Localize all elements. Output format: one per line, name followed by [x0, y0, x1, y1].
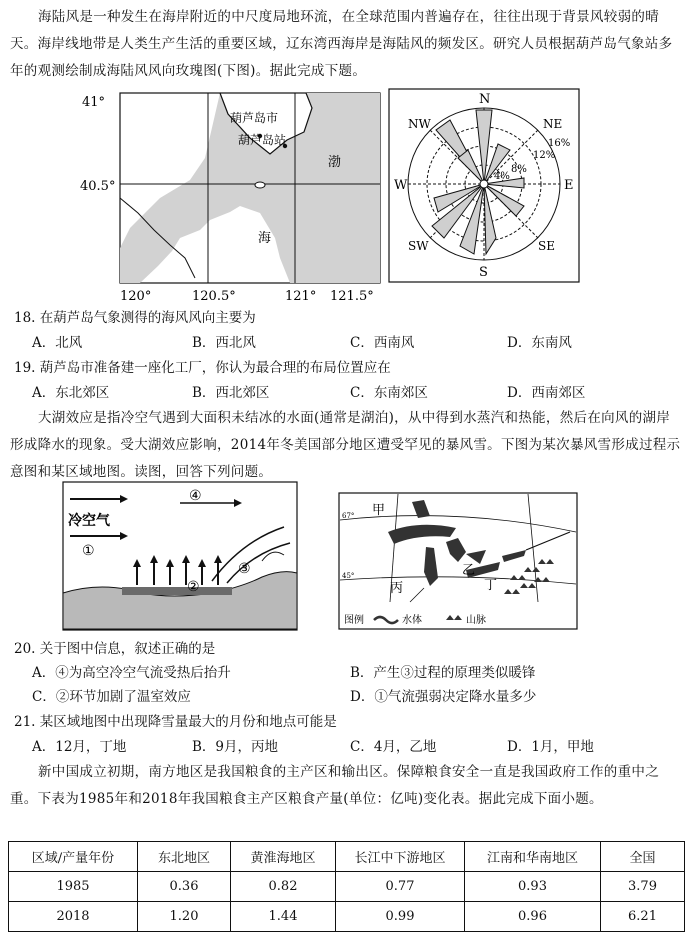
- table-cell: 0.99: [336, 902, 465, 932]
- q19-option-b[interactable]: B．西北郊区: [192, 385, 270, 401]
- table-header-cell: 全国: [601, 842, 685, 872]
- question-19: 19. 葫芦岛市准备建一座化工厂，你认为最合理的布局位置应在: [14, 360, 391, 376]
- q21-option-d[interactable]: D．1月，甲地: [507, 739, 594, 755]
- rose-sw-label: SW: [408, 239, 429, 253]
- lake-effect-diagram: [62, 481, 298, 631]
- rose-s-label: S: [479, 265, 488, 280]
- table-cell: 0.36: [138, 872, 231, 902]
- lon-121-5-label: 121.5°: [330, 289, 374, 303]
- q18-option-a[interactable]: A．北风: [32, 335, 83, 351]
- table-cell: 1.20: [138, 902, 231, 932]
- q20-option-d[interactable]: D．①气流强弱决定降水量多少: [350, 689, 537, 705]
- rose-4pct-label: 4%: [494, 171, 510, 182]
- intro-paragraph-1: 海陆风是一种发生在海岸附近的中尺度局地环流，在全球范围内普遍存在，往往出现于背景风较弱的晴天。海岸线地带是人类生产生活的重要区域，辽东湾西海岸是海陆风的频发区。研究人员根据葫芦岛气象站多年的观测绘制成海陆风风向玫瑰图(下图)。据此完成下题。: [10, 9, 673, 79]
- lat-40-5-label: 40.5°: [80, 179, 116, 194]
- rose-ne-label: NE: [543, 117, 563, 131]
- question-21: 21. 某区域地图中出现降雪量最大的月份和地点可能是: [14, 714, 337, 730]
- rose-w-label: W: [394, 178, 408, 193]
- q21-option-c[interactable]: C．4月，乙地: [350, 739, 437, 755]
- q18-option-d[interactable]: D．东南风: [507, 335, 572, 351]
- q19-option-a[interactable]: A．东北郊区: [32, 385, 110, 401]
- city-label: 葫芦岛市: [230, 111, 279, 125]
- location-jia-label: 甲: [372, 503, 386, 518]
- lon-121-label: 121°: [285, 289, 317, 303]
- rose-e-label: E: [564, 178, 574, 193]
- label-circle-2: ②: [187, 579, 200, 595]
- table-header-row: [9, 842, 685, 872]
- label-circle-1: ①: [82, 543, 95, 559]
- huludao-map: [80, 88, 390, 303]
- q21-option-a[interactable]: A．12月，丁地: [32, 739, 127, 755]
- table-row: [9, 902, 685, 932]
- location-ding-label: 丁: [484, 578, 498, 593]
- map2-lat-67-label: 67°: [342, 512, 355, 520]
- lon-120-label: 120°: [120, 289, 152, 303]
- q18-option-b[interactable]: B．西北风: [192, 335, 256, 351]
- q18-option-c[interactable]: C．西南风: [350, 335, 415, 351]
- table-row: [9, 872, 685, 902]
- legend-mountain-label: 山脉: [466, 615, 486, 626]
- table-header-cell: 区域/产量年份: [9, 842, 138, 872]
- station-label: 葫芦岛站: [238, 133, 287, 147]
- rose-nw-label: NW: [408, 117, 431, 131]
- table-cell: 0.77: [336, 872, 465, 902]
- rose-se-label: SE: [538, 239, 555, 253]
- table-header-cell: 黄淮海地区: [231, 842, 336, 872]
- great-lakes-map: [338, 492, 578, 630]
- intro-paragraph-3: 新中国成立初期，南方地区是我国粮食的主产区和输出区。保障粮食安全一直是我国政府工作的重中之重。下表为1985年和2018年我国粮食主产区粮食产量(单位：亿吨)变化表。据此完成下面小题。: [10, 764, 659, 807]
- label-circle-3: ③: [238, 561, 251, 577]
- table-header-cell: 长江中下游地区: [336, 842, 465, 872]
- question-19-options: [32, 382, 682, 404]
- table-cell: 1.44: [231, 902, 336, 932]
- q19-option-c[interactable]: C．东南郊区: [350, 385, 428, 401]
- grain-production-table: [8, 841, 685, 932]
- q19-option-d[interactable]: D．西南郊区: [507, 385, 586, 401]
- q20-option-a[interactable]: A．④为高空冷空气流受热后抬升: [32, 665, 231, 681]
- rose-16pct-label: 16%: [548, 138, 571, 149]
- table-cell: 0.82: [231, 872, 336, 902]
- rose-8pct-label: 8%: [511, 164, 527, 175]
- legend-label: 图例: [344, 615, 364, 626]
- question-18-options: [32, 332, 682, 354]
- table-cell: 6.21: [601, 902, 685, 932]
- question-21-options: [32, 736, 682, 758]
- map2-lat-45-label: 45°: [342, 572, 355, 580]
- rose-12pct-label: 12%: [533, 150, 556, 161]
- table-header-cell: 江南和华南地区: [465, 842, 601, 872]
- table-header-cell: 东北地区: [138, 842, 231, 872]
- wind-rose: [388, 88, 580, 283]
- cold-air-label: 冷空气: [68, 513, 110, 529]
- location-bing-label: 丙: [390, 581, 404, 596]
- table-cell: 0.93: [465, 872, 601, 902]
- intro-paragraph-2: 大湖效应是指冷空气遇到大面积未结冰的水面(通常是湖泊)，从中得到水蒸汽和热能，然后在向风的湖岸形成降水的现象。受大湖效应影响，2014年冬美国部分地区遭受罕见的暴风雪。下图为某次暴风雪形成过程示意图和某区域地图。读图，回答下列问题。: [10, 410, 681, 480]
- table-cell: 1985: [9, 872, 138, 902]
- question-20-options-row1: [32, 662, 682, 684]
- q21-option-b[interactable]: B．9月，丙地: [192, 739, 279, 755]
- legend-water-label: 水体: [402, 615, 422, 626]
- q20-option-c[interactable]: C．②环节加剧了温室效应: [32, 689, 191, 705]
- question-20: 20. 关于图中信息，叙述正确的是: [14, 641, 216, 657]
- table-cell: 0.96: [465, 902, 601, 932]
- lat-41-label: 41°: [82, 95, 106, 110]
- sea-label-2: 海: [258, 231, 272, 246]
- q20-option-b[interactable]: B．产生③过程的原理类似暖锋: [350, 665, 536, 681]
- sea-label-1: 渤: [328, 155, 342, 170]
- location-yi-label: 乙: [462, 563, 476, 578]
- table-cell: 2018: [9, 902, 138, 932]
- lon-120-5-label: 120.5°: [192, 289, 236, 303]
- rose-n-label: N: [479, 92, 491, 107]
- question-20-options-row2: [32, 686, 682, 708]
- label-circle-4: ④: [189, 488, 202, 504]
- table-cell: 3.79: [601, 872, 685, 902]
- question-18: 18. 在葫芦岛气象测得的海风风向主要为: [14, 310, 256, 326]
